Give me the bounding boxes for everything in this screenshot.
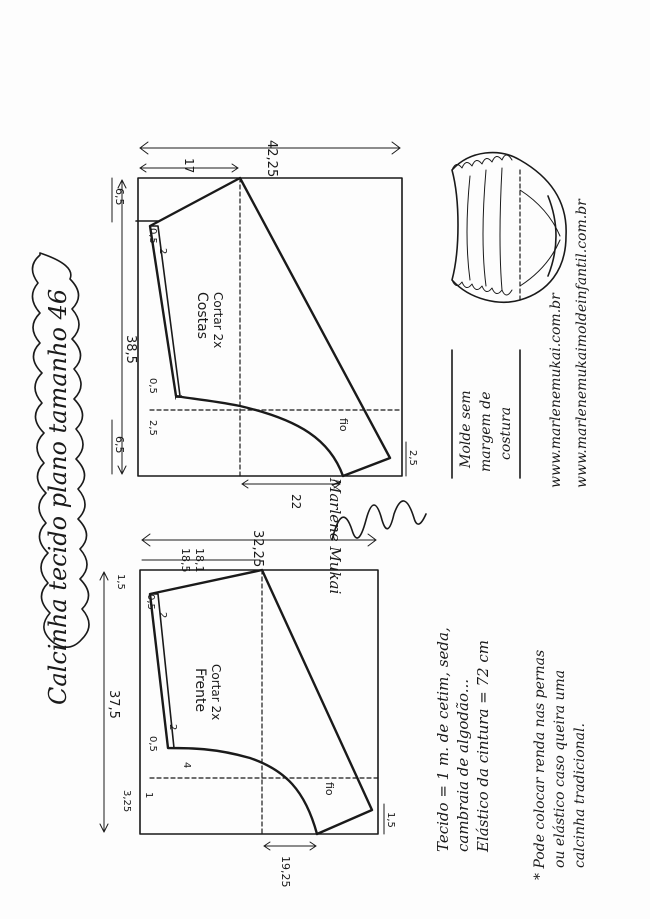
front-left-mark: 3,25: [121, 790, 132, 813]
back-band-width: 2: [157, 248, 168, 255]
back-bottom-drop: 6,5: [113, 436, 126, 454]
front-width: 32,25: [250, 530, 265, 568]
note-fabric-2: cambraia de algodão...: [454, 678, 472, 852]
front-fio: fio: [323, 782, 336, 796]
back-width: 42,25: [264, 140, 279, 178]
front-crotch-end: 1,5: [385, 812, 396, 828]
back-top-width: 17: [182, 158, 196, 174]
back-band-end: 0,5: [147, 378, 158, 394]
note-no-seam-1: Molde sem: [458, 390, 474, 468]
panty-illustration: [452, 153, 566, 303]
front-frame: [140, 570, 378, 834]
back-top-drop: 6,5: [113, 188, 126, 206]
signature-text: Marlene Mukai: [326, 478, 344, 595]
back-pattern-piece: [112, 140, 418, 509]
back-outline: [150, 178, 390, 476]
no-seam-note: [452, 350, 520, 478]
back-height: 38,5: [123, 335, 138, 364]
front-band-side: 2: [167, 724, 178, 731]
website-1: www.marlenemukai.com.br: [548, 293, 564, 488]
front-top-width-2: 18,1: [193, 548, 206, 573]
back-label: Costas: [194, 292, 210, 339]
title-cloud: [32, 253, 89, 705]
back-cut: Cortar 2x: [211, 292, 225, 349]
signature: [326, 477, 426, 595]
fabric-notes: [434, 627, 588, 880]
front-left-small: 1: [143, 792, 154, 799]
note-fabric-1: Tecido = 1 m. de cetim, seda,: [434, 627, 452, 852]
front-label: Frente: [192, 668, 208, 713]
website-2: www.marlenemukaimoldeinfantil.com.br: [574, 199, 590, 488]
note-tip-2: ou elástico caso queira uma: [552, 669, 568, 868]
front-crotch-depth: 4: [181, 762, 192, 769]
back-fio: fio: [337, 418, 350, 432]
back-band-side: 1: [172, 394, 183, 401]
front-band-width: 2: [157, 612, 168, 619]
note-no-seam-2: margem de: [478, 391, 494, 472]
back-crotch-side: 2,5: [147, 420, 158, 436]
websites: [548, 198, 590, 488]
front-top-drop-1: 0,5: [145, 594, 156, 610]
front-top-drop-2: 1,5: [115, 574, 126, 590]
back-bottom-width: 22: [289, 494, 303, 510]
front-band-end: 0,5: [147, 736, 158, 752]
front-outline: [150, 570, 372, 834]
front-height: 37,5: [106, 690, 121, 719]
front-pattern-piece: [100, 530, 396, 888]
note-tip-1: * Pode colocar renda nas pernas: [532, 649, 548, 880]
front-bottom-width: 19,25: [279, 856, 292, 888]
note-no-seam-3: costura: [498, 406, 514, 460]
note-elastic: Elástico da cintura = 72 cm: [474, 640, 492, 852]
front-top-width-1: 18,5: [179, 548, 192, 573]
back-crotch-end: 2,5: [407, 450, 418, 466]
note-tip-3: calcinha tradicional.: [572, 723, 588, 868]
front-cut: Cortar 2x: [209, 664, 223, 721]
page-title: Calcinha tecido plano tamanho 46: [44, 288, 72, 705]
back-waist-band: 0,5: [147, 228, 158, 244]
back-frame: [138, 178, 402, 476]
